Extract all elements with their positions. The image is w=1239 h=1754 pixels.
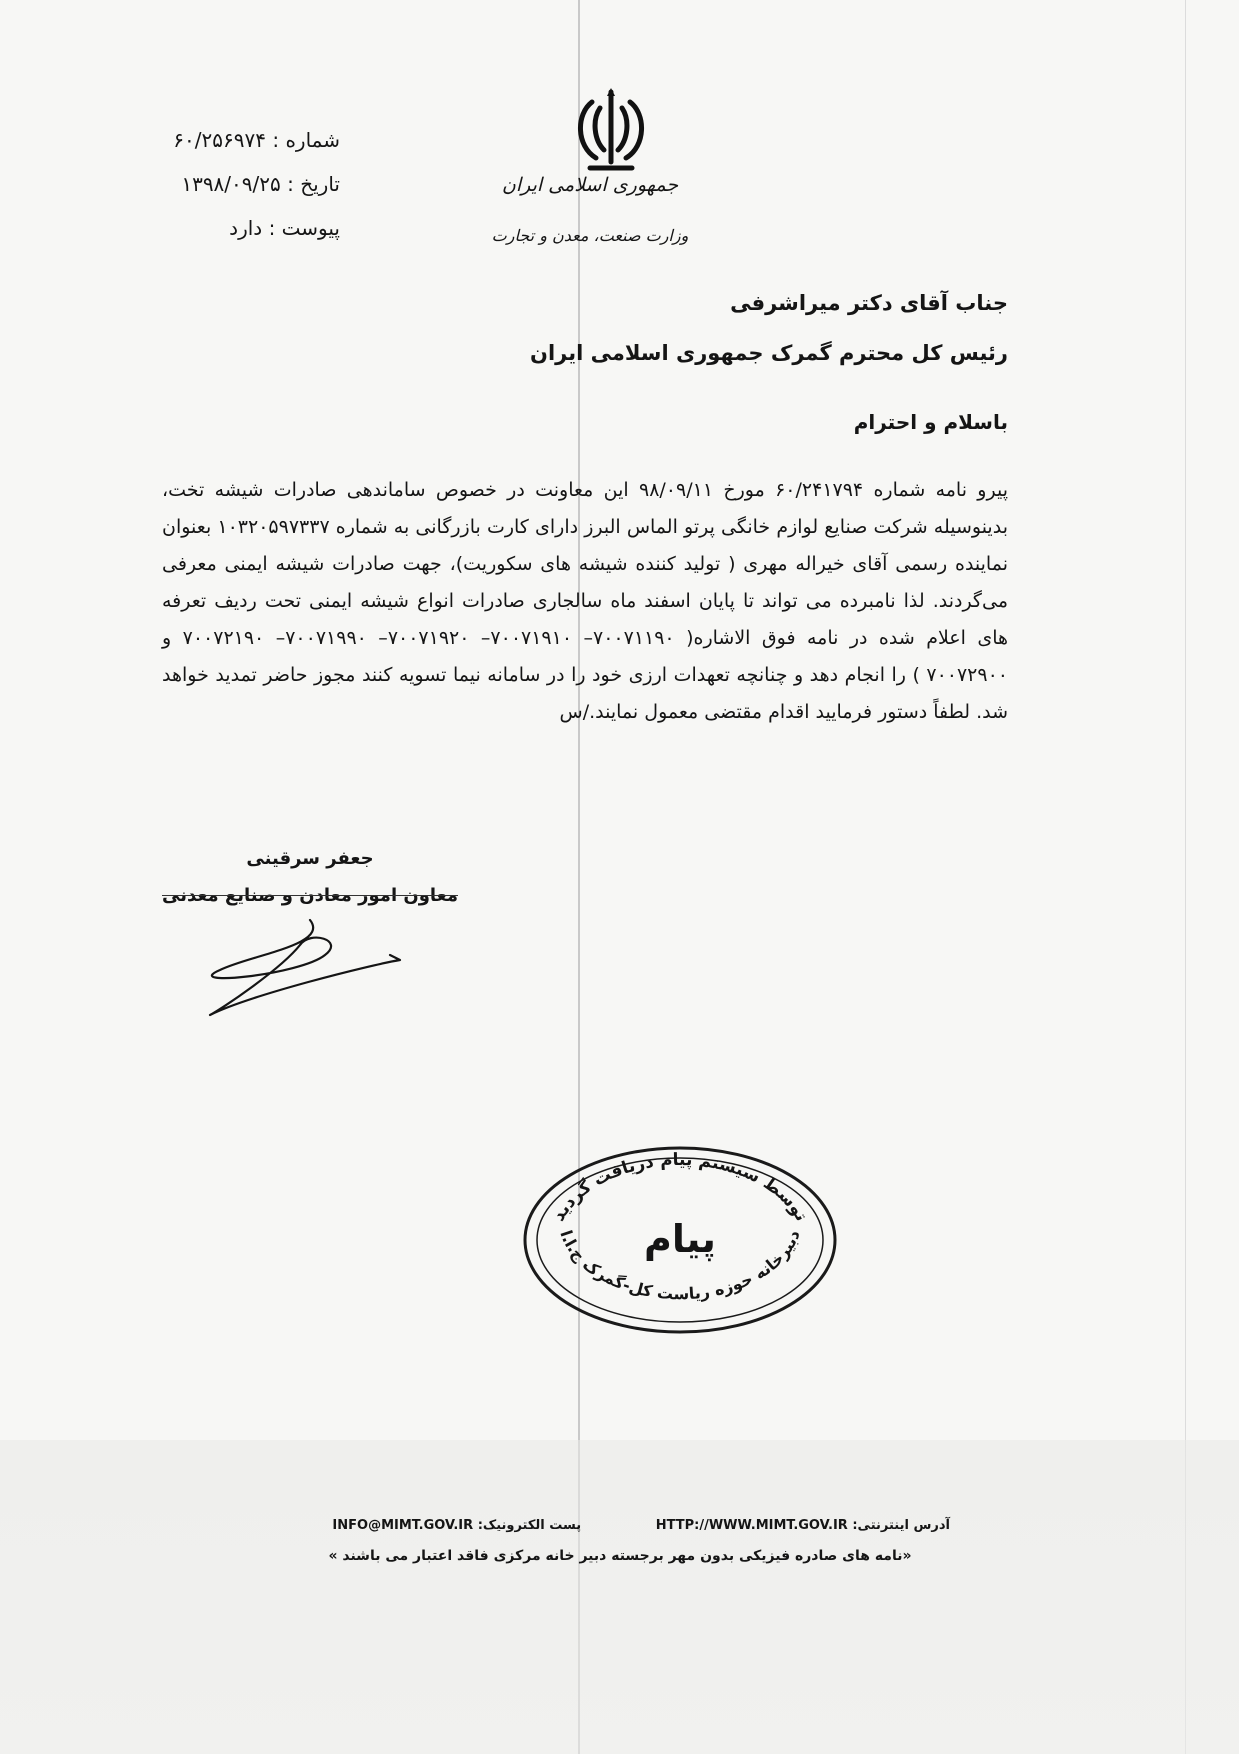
letter-number-value: ۶۰/۲۵۶۹۷۴ — [173, 128, 266, 152]
stamp-bottom-text: دبیرخانه حوزه ریاست کل-گمرک ج.ا.ا — [556, 1227, 804, 1304]
letterhead-ministry: وزارت صنعت، معدن و تجارت — [491, 226, 689, 245]
letter-body: پیرو نامه شماره ۶۰/۲۴۱۷۹۴ مورخ ۹۸/۰۹/۱۱ این معاونت در خصوص ساماندهی صادرات شیشه تخت، بدینوسیله شرکت صنایع لوازم خانگی پرتو الماس البرز دارای کارت بازرگانی به شماره ۱۰۳۲۰۵۹۷۳۳۷ بعنوان نماینده رسمی آقای خیراله مهری ( تولید کننده شیشه های سکوریت)، جهت صادرات شیشه ایمنی معرفی می‌گردند. لذا نامبرده می تواند تا پایان اسفند ماه سالجاری صادرات انواع شیشه ایمنی تحت ردیف تعرفه های اعلام شده در نامه فوق الاشاره( ۷۰۰۷۱۱۹۰– ۷۰۰۷۱۹۱۰– ۷۰۰۷۱۹۲۰– ۷۰۰۷۱۹۹۰– ۷۰۰۷۲۱۹۰ و ۷۰۰۷۲۹۰۰ ) را انجام دهد و چنانچه تعهدات ارزی خود را در سامانه نیما تسویه کنند مجوز حاضر تمدید خواهد شد. لطفاً دستور فرمایید اقدام مقتضی معمول نمایند./س — [162, 479, 1009, 723]
letter-attachment-label: پیوست : — [268, 216, 340, 240]
footer-website-url: HTTP://WWW.MIMT.GOV.IR — [655, 1518, 848, 1533]
letter-date-label: تاریخ : — [287, 172, 340, 196]
footer-email-label: پست الکترونیک: — [477, 1518, 582, 1533]
stamp-outer-text: توسط سیستم پیام دریافت گردید — [548, 1149, 812, 1225]
greeting: باسلام و احترام — [853, 410, 1008, 434]
letterhead-country: جمهوری اسلامی ایران — [501, 174, 679, 196]
signer-block — [160, 840, 460, 914]
footer-email-address: INFO@MIMT.GOV.IR — [332, 1518, 474, 1533]
footer-contacts — [300, 1518, 950, 1533]
addressee-block — [500, 278, 1008, 378]
letter-date-value: ۱۳۹۸/۰۹/۲۵ — [181, 172, 281, 196]
letter-attachment-value: دارد — [229, 216, 263, 240]
svg-text:توسط سیستم پیام دریافت گردید — [549, 1150, 812, 1225]
footer-website-label: آدرس اینترنتی: — [852, 1518, 950, 1533]
footer-validity-note: «نامه های صادره فیزیکی بدون مهر برجسته دبیر خانه مرکزی فاقد اعتبار می باشند » — [328, 1548, 912, 1564]
signer-name: جعفر سرقینی — [246, 848, 374, 869]
national-emblem-icon — [570, 84, 652, 174]
stamp-center-text: پیام — [644, 1217, 716, 1261]
scan-shade-band — [0, 1440, 1239, 1754]
footer-website — [656, 1518, 950, 1533]
addressee-name: جناب آقای دکتر میراشرفی — [730, 291, 1008, 315]
footer-email — [332, 1518, 581, 1533]
letter-attachment-row — [120, 206, 340, 250]
signer-title: معاون امور معادن و صنایع معدنی — [162, 885, 458, 906]
handwritten-signature — [160, 915, 420, 1025]
addressee-title: رئیس کل محترم گمرک جمهوری اسلامی ایران — [530, 341, 1008, 365]
letter-number-row — [120, 118, 340, 162]
letter-number-label: شماره : — [272, 128, 340, 152]
letter-date-row — [120, 162, 340, 206]
letter-meta — [120, 118, 340, 250]
received-stamp — [515, 1140, 845, 1340]
